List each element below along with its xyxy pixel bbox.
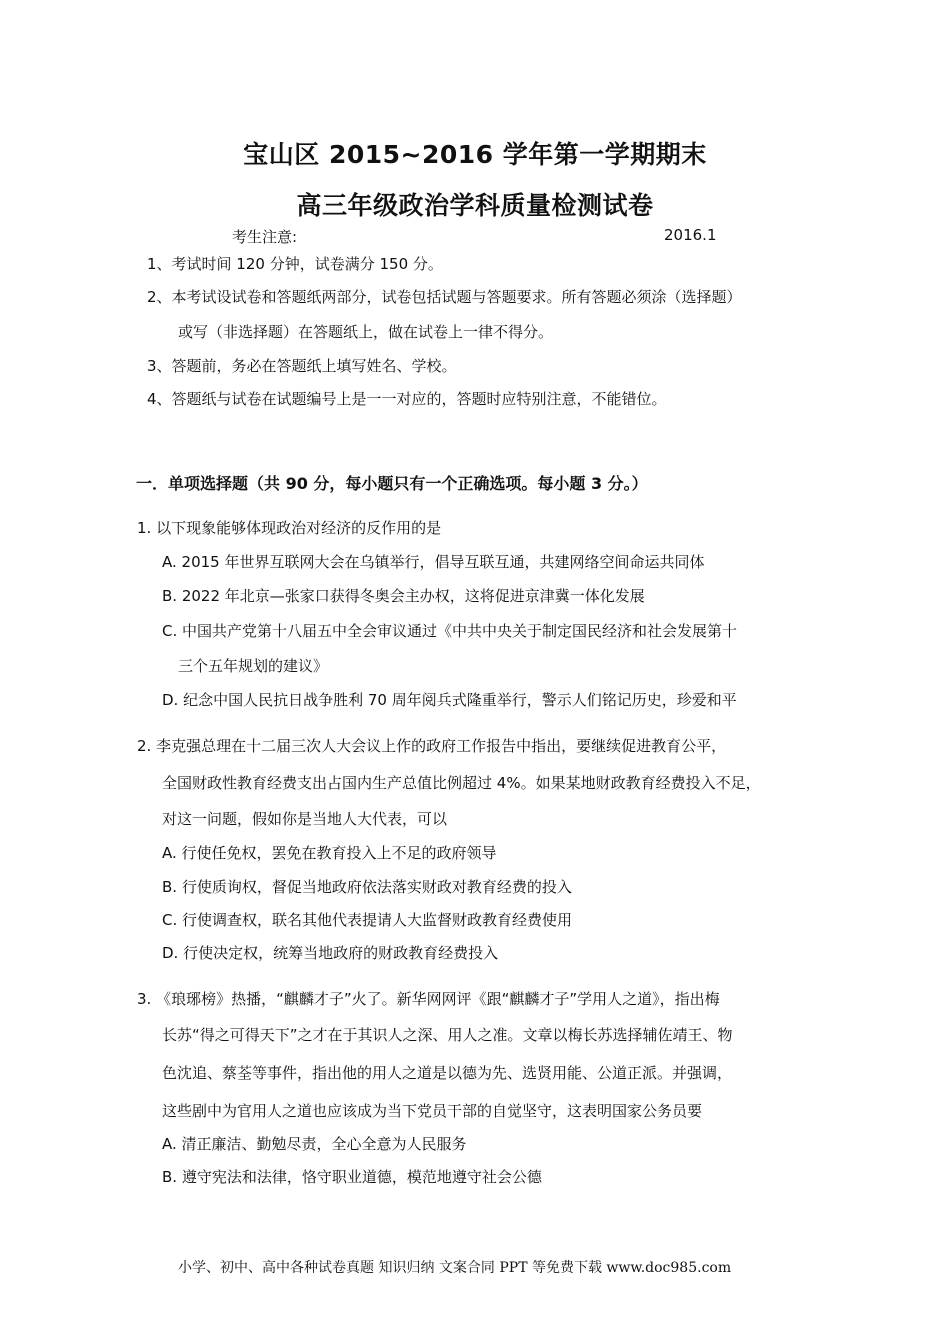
footer-download-notice: 小学、初中、高中各种试卷真题 知识归纳 文案合同 PPT 等免费下载 www.doc985.com xyxy=(178,1260,732,1276)
question-1-option-b: B. 2022 年北京—张家口获得冬奥会主办权，这将促进京津冀一体化发展 xyxy=(162,587,645,605)
question-2-stem-line2: 全国财政性教育经费支出占国内生产总值比例超过 4%。如果某地财政教育经费投入不足， xyxy=(162,774,761,792)
question-3-stem-line3: 色沈追、蔡荃等事件，指出他的用人之道是以德为先、选贤用能、公道正派。并强调， xyxy=(162,1064,733,1082)
question-1-option-c-cont: 三个五年规划的建议》 xyxy=(178,657,329,675)
exam-title-line2: 高三年级政治学科质量检测试卷 xyxy=(296,191,654,220)
question-3-stem: 3. 《琅琊榜》热播，“麒麟才子”火了。新华网网评《跟“麒麟才子”学用人之道》，指出梅 xyxy=(137,990,720,1008)
question-3-stem-line2: 长苏“得之可得天下”之才在于其识人之深、用人之准。文章以梅长苏选择辅佐靖王、物 xyxy=(162,1026,733,1044)
notice-item-2: 2、本考试设试卷和答题纸两部分，试卷包括试题与答题要求。所有答题必须涂（选择题） xyxy=(147,288,742,306)
question-3-option-a: A. 清正廉洁、勤勉尽责，全心全意为人民服务 xyxy=(162,1135,467,1153)
question-1-stem: 1. 以下现象能够体现政治对经济的反作用的是 xyxy=(137,519,442,537)
question-2-option-a: A. 行使任免权，罢免在教育投入上不足的政府领导 xyxy=(162,844,497,862)
notice-item-1: 1、考试时间 120 分钟，试卷满分 150 分。 xyxy=(147,255,443,273)
question-2-stem: 2. 李克强总理在十二届三次人大会议上作的政府工作报告中指出，要继续促进教育公平， xyxy=(137,737,727,755)
question-3-stem-line4: 这些剧中为官用人之道也应该成为当下党员干部的自觉坚守，这表明国家公务员要 xyxy=(162,1102,703,1120)
exam-date: 2016.1 xyxy=(664,226,717,244)
notice-item-2-cont: 或写（非选择题）在答题纸上，做在试卷上一律不得分。 xyxy=(178,323,554,341)
question-1-option-a: A. 2015 年世界互联网大会在乌镇举行，倡导互联互通，共建网络空间命运共同体 xyxy=(162,553,705,571)
notice-label: 考生注意: xyxy=(232,228,298,246)
section-heading: 一．单项选择题（共 90 分，每小题只有一个正确选项。每小题 3 分。） xyxy=(136,474,648,493)
question-1-option-c: C. 中国共产党第十八届五中全会审议通过《中共中央关于制定国民经济和社会发展第十 xyxy=(162,622,738,640)
question-2-stem-line3: 对这一问题，假如你是当地人大代表，可以 xyxy=(162,810,448,828)
question-2-option-c: C. 行使调查权，联名其他代表提请人大监督财政教育经费使用 xyxy=(162,911,573,929)
question-2-option-d: D. 行使决定权，统筹当地政府的财政教育经费投入 xyxy=(162,944,499,962)
exam-title-line1: 宝山区 2015~2016 学年第一学期期末 xyxy=(243,140,707,169)
notice-item-3: 3、答题前，务必在答题纸上填写姓名、学校。 xyxy=(147,357,457,375)
question-1-option-d: D. 纪念中国人民抗日战争胜利 70 周年阅兵式隆重举行，警示人们铭记历史，珍爱和平 xyxy=(162,691,737,709)
question-2-option-b: B. 行使质询权，督促当地政府依法落实财政对教育经费的投入 xyxy=(162,878,572,896)
notice-item-4: 4、答题纸与试卷在试题编号上是一一对应的，答题时应特别注意，不能错位。 xyxy=(147,390,667,408)
question-3-option-b: B. 遵守宪法和法律，恪守职业道德，模范地遵守社会公德 xyxy=(162,1168,542,1186)
